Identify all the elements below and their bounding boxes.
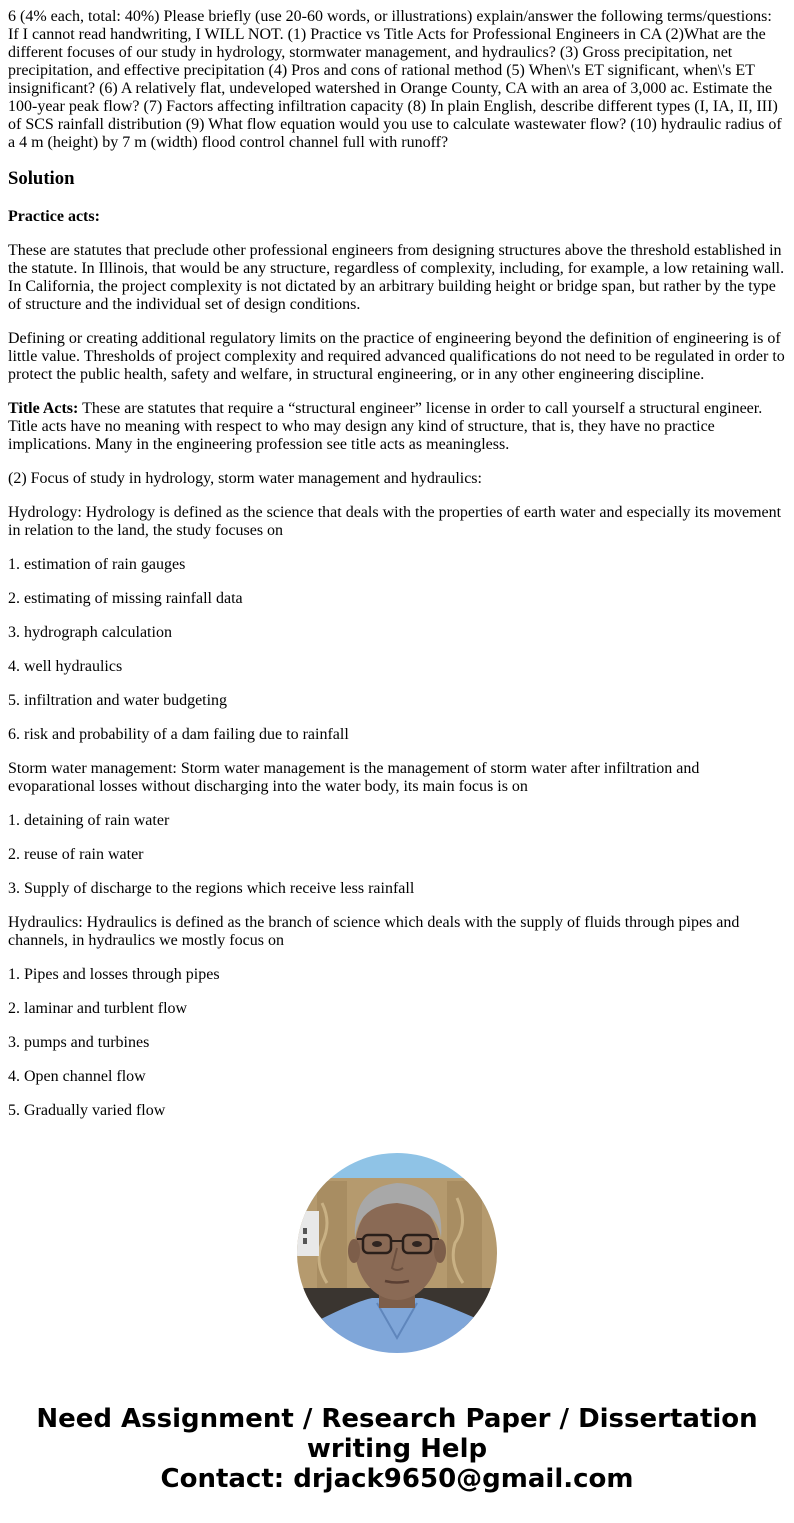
title-acts-label: Title Acts: [8, 400, 79, 417]
list-item: 5. infiltration and water budgeting [8, 692, 228, 709]
document-body [8, 8, 786, 1136]
practice-acts-label-text: Practice acts: [8, 208, 100, 225]
list-item: 4. well hydraulics [8, 658, 123, 675]
list-item: 5. Gradually varied flow [8, 1102, 166, 1119]
question-text: 6 (4% each, total: 40%) Please briefly (use 20-60 words, or illustrations) explain/answer the following terms/questions: If I cannot read handwriting, I WILL NOT. (1) Practice vs Title Acts for Professional Engineers in CA (2)What are the different focuses of our study in hydrology, stormwater management, and hydraulics? (3) Gross precipitation, net precipitation, and effective precipitation (4) Pros and cons of rational method (5) When\'s ET significant, when\'s ET insignificant? (6) A relatively flat, undeveloped watershed in Orange County, CA with an area of 3,000 ac. Estimate the 100-year peak flow? (7) Factors affecting infiltration capacity (8) In plain English, describe different types (I, IA, II, III) of SCS rainfall distribution (9) What flow equation would you use to calculate wastewater flow? (10) hydraulic radius of a 4 m (height) by 7 m (width) flood control channel full with runoff? [8, 8, 782, 151]
list-item: 4. Open channel flow [8, 1068, 146, 1085]
practice-acts-paragraph-1: These are statutes that preclude other professional engineers from designing structures above the threshold established in the statute. In Illinois, that would be any structure, regardless of complexity, including, for example, a low retaining wall. In California, the project complexity is not dictated by an arbitrary building height or bridge span, but rather by the type of structure and the individual set of design conditions. [8, 242, 785, 313]
title-acts-paragraph [8, 400, 786, 454]
list-item: 1. detaining of rain water [8, 812, 170, 829]
stormwater-intro: Storm water management: Storm water management is the management of storm water after infiltration and evoparational losses without discharging into the water body, its main focus is on [8, 760, 700, 795]
list-item: 6. risk and probability of a dam failing due to rainfall [8, 726, 349, 743]
list-item: 1. Pipes and losses through pipes [8, 966, 220, 983]
portrait-image [297, 1153, 497, 1353]
hydraulics-intro: Hydraulics: Hydraulics is defined as the branch of science which deals with the supply of fluids through pipes and channels, in hydraulics we mostly focus on [8, 914, 740, 949]
solution-heading: Solution [8, 168, 75, 189]
cta-contact-email: Contact: drjack9650@gmail.com [160, 1464, 634, 1494]
list-item: 2. reuse of rain water [8, 846, 144, 863]
list-item: 2. laminar and turblent flow [8, 1000, 188, 1017]
list-item: 3. pumps and turbines [8, 1034, 150, 1051]
title-acts-text: These are statutes that require a “structural engineer” license in order to call yourself a structural engineer. Title acts have no meaning with respect to who may design any kind of structure, that is, they have no practice implications. Many in the engineering profession see title acts as meaningless. [8, 400, 763, 453]
avatar [297, 1153, 497, 1353]
list-item: 2. estimating of missing rainfall data [8, 590, 243, 607]
practice-acts-paragraph-2: Defining or creating additional regulatory limits on the practice of engineering beyond the definition of engineering is of little value. Thresholds of project complexity and required advanced qualifications do not need to be regulated in order to protect the public health, safety and welfare, in structural engineering, or in any other engineering discipline. [8, 330, 785, 383]
practice-acts-label [8, 208, 786, 226]
hydrology-intro: Hydrology: Hydrology is defined as the science that deals with the properties of earth water and especially its movement in relation to the land, the study focuses on [8, 504, 782, 539]
focus-heading: (2) Focus of study in hydrology, storm water management and hydraulics: [8, 470, 482, 487]
list-item: 3. hydrograph calculation [8, 624, 172, 641]
cta-line-1: Need Assignment / Research Paper / Dissertation [36, 1404, 758, 1434]
list-item: 3. Supply of discharge to the regions which receive less rainfall [8, 880, 415, 897]
cta-line-2: writing Help [306, 1434, 488, 1464]
contact-banner [0, 1404, 794, 1494]
list-item: 1. estimation of rain gauges [8, 556, 186, 573]
